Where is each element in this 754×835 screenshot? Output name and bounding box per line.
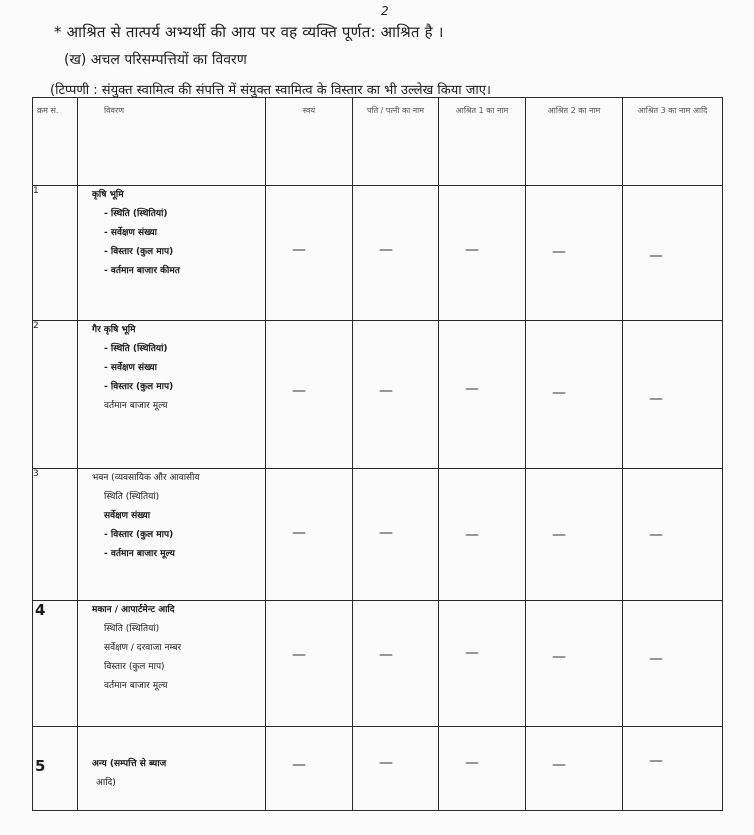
row-particulars — [78, 469, 266, 601]
row-title: मकान / आपार्टमेन्ट आदि — [92, 605, 175, 615]
cell-self: — — [266, 727, 353, 811]
row-particulars — [78, 321, 266, 469]
cell-dependent-3: — — [623, 469, 723, 601]
row-item: सर्वेक्षण / दरवाजा नम्बर — [104, 643, 182, 653]
row-item: आदि) — [96, 778, 116, 788]
row-particulars — [78, 601, 266, 727]
cell-dependent-2: — — [526, 601, 623, 727]
table-row — [33, 727, 723, 811]
col-header-sn: क्रम सं. — [33, 98, 78, 186]
row-item: - विस्तार (कुल माप) — [104, 530, 174, 540]
row-item: - विस्तार (कुल माप) — [104, 382, 174, 392]
cell-spouse: — — [353, 321, 439, 469]
row-item: स्थिति (स्थितियां) — [104, 624, 160, 634]
row-item: - स्थिति (स्थितियां) — [104, 344, 168, 354]
table-row — [33, 469, 723, 601]
row-sn: 5 — [33, 727, 78, 811]
row-item: वर्तमान बाजार मूल्य — [104, 401, 168, 411]
row-item: वर्तमान बाजार मूल्य — [104, 681, 168, 691]
cell-dependent-2: — — [526, 727, 623, 811]
row-sn: 2 — [33, 321, 78, 469]
row-particulars — [78, 727, 266, 811]
table-row — [33, 186, 723, 321]
dependent-note: * आश्रित से तात्पर्य अभ्यर्थी की आय पर वह व्यक्ति पूर्णत: आश्रित है । — [54, 23, 444, 41]
cell-dependent-2: — — [526, 186, 623, 321]
row-sn: 4 — [33, 601, 78, 727]
row-title: भवन (व्यवसायिक और आवासीय — [92, 473, 200, 483]
col-header-spouse: पति / पत्नी का नाम — [353, 98, 439, 186]
page-number: 2 — [381, 4, 389, 18]
cell-dependent-2: — — [526, 321, 623, 469]
row-item: - सर्वेक्षण संख्या — [104, 228, 157, 238]
row-title: कृषि भूमि — [92, 190, 124, 200]
cell-dependent-1: — — [439, 727, 526, 811]
table-row — [33, 601, 723, 727]
cell-self: — — [266, 186, 353, 321]
row-item: - स्थिति (स्थितियां) — [104, 209, 168, 219]
remark: (टिप्पणी : संयुक्त स्वामित्व की संपत्ति में संयुक्त स्वामित्व के विस्तार का भी उल्लेख किया जाए। — [50, 83, 491, 98]
cell-dependent-3: — — [623, 186, 723, 321]
row-sn: 1 — [33, 186, 78, 321]
cell-spouse: — — [353, 601, 439, 727]
cell-spouse: — — [353, 469, 439, 601]
row-item: - वर्तमान बाजार कीमत — [104, 266, 180, 276]
cell-spouse: — — [353, 186, 439, 321]
row-item: - वर्तमान बाजार मूल्य — [104, 549, 175, 559]
cell-dependent-2: — — [526, 469, 623, 601]
cell-dependent-1: — — [439, 321, 526, 469]
cell-dependent-3: — — [623, 601, 723, 727]
row-title: अन्य (सम्पत्ति से ब्याज — [92, 759, 167, 769]
cell-spouse: — — [353, 727, 439, 811]
section-title: (ख) अचल परिसम्पत्तियों का विवरण — [64, 52, 247, 68]
assets-table — [32, 97, 723, 811]
row-particulars — [78, 186, 266, 321]
cell-dependent-1: — — [439, 186, 526, 321]
row-item: सर्वेक्षण संख्या — [104, 511, 151, 521]
row-sn: 3 — [33, 469, 78, 601]
col-header-dependent-2: आश्रित 2 का नाम — [526, 98, 623, 186]
col-header-self: स्वयं — [266, 98, 353, 186]
table-header-row — [33, 98, 723, 186]
cell-dependent-3: — — [623, 727, 723, 811]
cell-self: — — [266, 469, 353, 601]
cell-self: — — [266, 321, 353, 469]
cell-dependent-1: — — [439, 469, 526, 601]
col-header-dependent-3: आश्रित 3 का नाम आदि — [623, 98, 723, 186]
row-item: - विस्तार (कुल माप) — [104, 247, 174, 257]
row-item: - सर्वेक्षण संख्या — [104, 363, 157, 373]
cell-dependent-3: — — [623, 321, 723, 469]
row-title: गैर कृषि भूमि — [92, 325, 136, 335]
row-item: स्थिति (स्थितियां) — [104, 492, 160, 502]
cell-self: — — [266, 601, 353, 727]
row-item: विस्तार (कुल माप) — [104, 662, 165, 672]
col-header-particulars: विवरण — [78, 98, 266, 186]
cell-dependent-1: — — [439, 601, 526, 727]
col-header-dependent-1: आश्रित 1 का नाम — [439, 98, 526, 186]
table-row — [33, 321, 723, 469]
